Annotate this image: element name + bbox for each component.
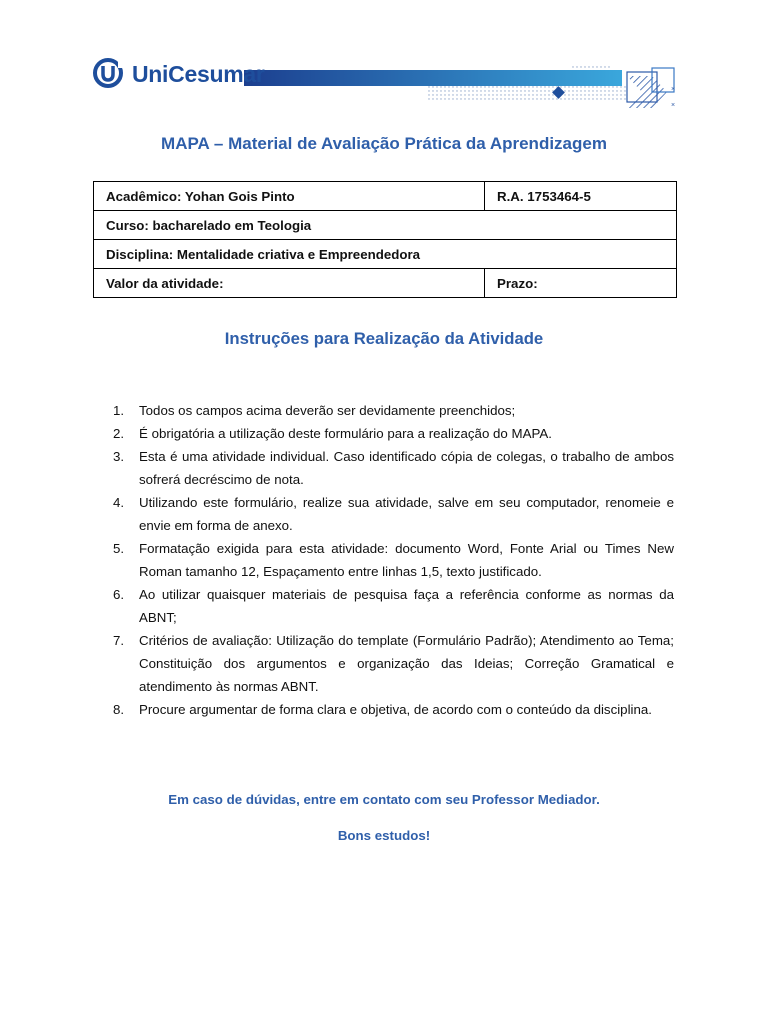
contact-note: Em caso de dúvidas, entre em contato com seu Professor Mediador. — [168, 792, 600, 807]
unicesumar-logo-icon — [95, 60, 126, 86]
brand-name: UniCesumar — [132, 61, 265, 87]
list-number: 1. — [113, 403, 125, 418]
instructions-list — [113, 399, 674, 721]
list-item — [113, 445, 674, 491]
list-item — [113, 537, 674, 583]
list-number: 7. — [113, 633, 125, 648]
valor-cell: Valor da atividade: — [94, 269, 485, 298]
prazo-cell: Prazo: — [485, 269, 677, 298]
list-number: 5. — [113, 541, 125, 556]
list-text: Esta é uma atividade individual. Caso identificado cópia de colegas, o trabalho de ambos sofrerá decréscimo de nota. — [139, 449, 674, 487]
list-text: Critérios de avaliação: Utilização do template (Formulário Padrão); Atendimento ao Tema; Constituição dos argumentos e organização das Ideias; Correção Gramatical e atendimento às normas ABNT. — [139, 633, 674, 694]
academico-cell: Acadêmico: Yohan Gois Pinto — [94, 182, 485, 211]
info-row-disciplina — [94, 240, 677, 269]
list-number: 2. — [113, 426, 125, 441]
list-number: 8. — [113, 702, 125, 717]
list-number: 4. — [113, 495, 125, 510]
info-row-academico — [94, 182, 677, 211]
list-number: 6. — [113, 587, 125, 602]
info-row-valor — [94, 269, 677, 298]
list-item — [113, 698, 674, 721]
svg-text:×: × — [671, 102, 676, 109]
document-title: MAPA – Material de Avaliação Prática da Aprendizagem — [161, 134, 607, 153]
info-row-curso — [94, 211, 677, 240]
svg-text:×: × — [671, 86, 676, 93]
curso-cell: Curso: bacharelado em Teologia — [94, 211, 677, 240]
list-item — [113, 422, 674, 445]
list-text: Ao utilizar quaisquer materiais de pesquisa faça a referência conforme as normas da ABNT; — [139, 587, 674, 625]
list-item — [113, 629, 674, 698]
document-header — [92, 58, 678, 120]
farewell-note: Bons estudos! — [337, 828, 431, 843]
list-item — [113, 399, 674, 422]
list-text: É obrigatória a utilização deste formulário para a realização do MAPA. — [139, 426, 552, 441]
instructions-heading: Instruções para Realização da Atividade — [224, 329, 544, 348]
list-item — [113, 491, 674, 537]
list-number: 3. — [113, 449, 125, 464]
list-item — [113, 583, 674, 629]
list-text: Utilizando este formulário, realize sua atividade, salve em seu computador, renomeie e envie em forma de anexo. — [139, 495, 674, 533]
list-text: Todos os campos acima deverão ser devidamente preenchidos; — [139, 403, 516, 418]
ra-cell: R.A. 1753464-5 — [485, 182, 677, 211]
list-text: Formatação exigida para esta atividade: documento Word, Fonte Arial ou Times New Roman tamanho 12, Espaçamento entre linhas 1,5, texto justificado. — [139, 541, 674, 579]
list-text: Procure argumentar de forma clara e objetiva, de acordo com o conteúdo da disciplina. — [139, 702, 652, 717]
student-info-table — [93, 181, 677, 298]
disciplina-cell: Disciplina: Mentalidade criativa e Empreendedora — [94, 240, 677, 269]
